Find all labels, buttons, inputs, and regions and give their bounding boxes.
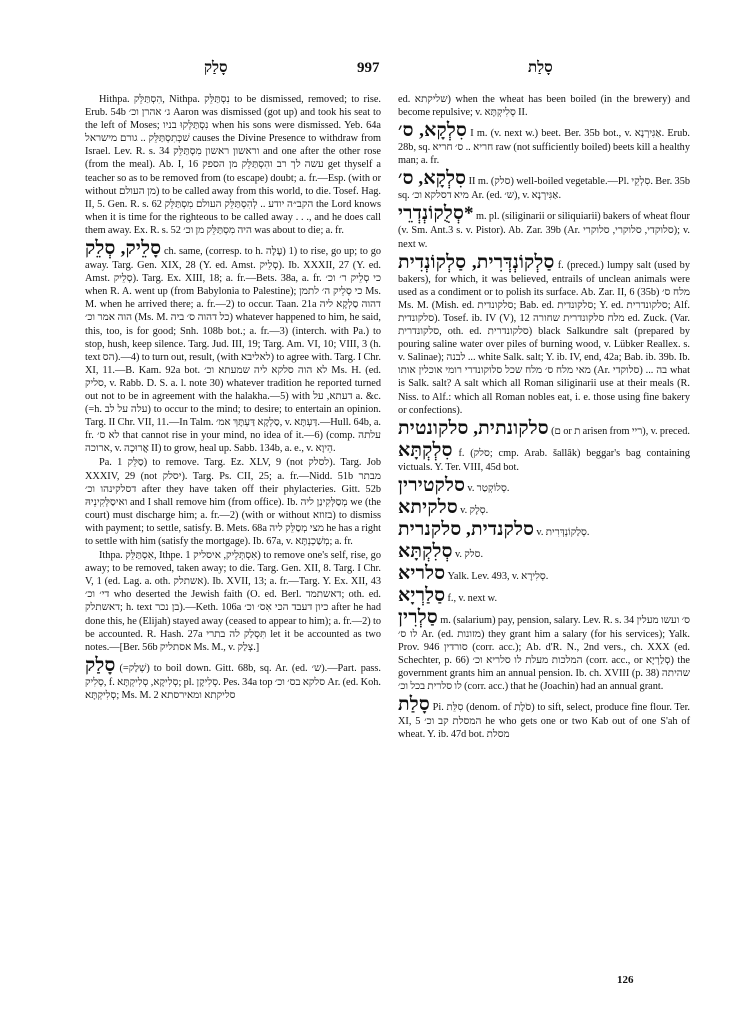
entry-salria bbox=[398, 564, 690, 584]
entry-text: ed. שליקתא) when the wheat has been boiled (in the brewery) and become repulsive; v. סְלִיקְתָּא II. bbox=[398, 94, 690, 119]
entry-text: Pi. סִלֵּת (denom. of סֹלֶת) to sift, select, produce fine flour. Ter. XI, 5 המסלת קב וכ׳ he who gets one or two Kab out of one S'ah of wheat. Y. ib. 47d bot. מסלת bbox=[398, 702, 690, 741]
entry-text: Pa. סַלֵּק 1) to remove. Targ. Ez. XLV, 9 (not לסלק). Targ. Job XXXIV, 29 (not יסלק). Targ. Ps. CII, 25; a. fr.—Nidd. 51b מבתר דסלקינהו וכ׳ after they have taken off their phylacteries. Gitt. 52b ואיסַלְּקִינֵיהּ and I shall remove him (from office). Ib. מְסַלְּקִינַן ליה we (the court) must discharge him; a. fr.—2) (with or without בזוזא) to dismiss with payment; to settle, satisfy. B. Mets. 68a מצי מְסַלֵּק ליה he has a right to settle with him (satisfy the mortgage). Ib. 67a, v. מְשַׁכְנְתָּא; a. fr. bbox=[85, 457, 382, 547]
entry-text: v. סְלוֹקְטַר. bbox=[467, 482, 510, 494]
headword: סַלְרִין bbox=[398, 606, 438, 628]
headword: סלקטירין bbox=[398, 474, 466, 496]
entry-ithpa bbox=[85, 549, 381, 654]
headword: סָלֵיק, סְלֵק bbox=[85, 238, 162, 260]
entry-salak-boil bbox=[85, 656, 381, 702]
entry-pa bbox=[85, 456, 381, 548]
entry-text: Hithpa. הִסְתַּלֵּק, Nithpa. נִסְתַּלֵּק to be dismissed, removed; to rise. Erub. 54b ג׳ אהרן וכ׳ Aaron was dismissed (got up) and took his seat to the left of Moses; נִסְתַּלְּקוּ בניו when his sons were dismissed. Yeb. 64a שׁכְּתִסְתַּלֵּק .. גורם מישראל causes the Divine Presence to withdraw from Israel. Lev. R. s. 34 וראשון ראשון מִסְתַּלֵּק and one after the other rose (from the meal). Ab. I, 16 עשה לך רב והִסְתַּלֵּק מן הספק get thyself a teacher so as to be removed from (to escape) doubt; a. fr.—Esp. (with or without מן העולם) to be called away from this world, to die. Tosef. Hag. II, 5. Gen. R. s. 62 הקב״ה יודע .. לְהִסְתַּלֵּק העולם מִסְתַּלֵּק the Lord knows when it is time for the righteous to be called away . . ., and he does call them away. Ex. R. s. 52 היה מִסְתַּלֵּק מן וכ׳ was about to die; a. fr. bbox=[85, 94, 382, 236]
entry-silka-2 bbox=[398, 169, 690, 202]
entry-text: m. pl. (siliginarii or siliquiarii) bakers of wheat flour (v. Sm. Ant.3 s. v. Pistor). Ab. Zar. 39b (Ar. סלוקדי, סלוקרי, סלוקרי); v. next w. bbox=[398, 211, 690, 250]
entry-text: f. (סלק; cmp. Arab. šallâk) beggar's bag containing victuals. Y. Ter. VIII, 45d bot. bbox=[398, 447, 690, 473]
entry-text: f. (preced.) lumpy salt (used by bakers), for which, it was believed, entrails of unclean animals were used as a condiment or to polish its surface. Ab. Zar. II, 6 (35b) מלח ס׳ Ms. M. (Mish. ed. סלקונדית; Bab. ed. סלקונדית; Y. ed. סלקונדרית; Alf. סלקונדית). Tosef. ib. IV (V), 12 מלח סלקונדרית שחורה ed. Zuck. (Var. סלקונדרית, oth. ed. סלקונדרית) black Salkundre salt (prepared by pouring saline water over piles of burning wood, v. Lübker Reallex. s. v. Salinae); לבנה ... white Salk. salt; Y. ib. IV, end, 42a; Bab. ib. 39b. Ib. מאי מלח ס׳ מלח שכל סלוקונדרי רומי אוכלין אותו (Ar. סלוקדי) ... בה what is Salk. salt? A salt which all Roman siliginarii use at their meals (R. Niss. to Alf.: which all Roman nobles eat, i. e. those using fine bakery or confections). bbox=[398, 259, 691, 416]
entry-text: (ם or ת arisen from ריי), v. preced. bbox=[551, 425, 690, 437]
entry-hithpa bbox=[85, 93, 381, 237]
left-column bbox=[85, 93, 381, 703]
headword: *סְלֻקוֹנְדְרֵי bbox=[398, 203, 474, 225]
entry-text: m. (salarium) pay, pension, salary. Lev. R. s. 34 ס׳ ועשו מעלין לו ס׳ Ar. (ed. מזונות) they grant him a salary (for his services); Yalk. Prov. 946 סורדין (corr. acc.); Ab. d'R. N., 2nd vers., ch. XXX (ed. Schechter, p. 66) המלכות מעלת לו סלריא וכ׳ (corr. acc., or סְלַרְיָא) the government grants him an annual pension. Ib. ch. XVIII (p. 38) שהיתה לו סלרית בכל וכ׳ (corr. acc.) that he (Joachin) had an annual grant. bbox=[398, 614, 691, 693]
entry-text: v. סלק. bbox=[454, 548, 484, 560]
headword: סַלְקוֹנְדְּרִית, סַלְקוֹנְדִית bbox=[398, 251, 555, 273]
entry-salarya bbox=[398, 586, 690, 606]
entry-silkta-2 bbox=[398, 542, 690, 562]
headword: סלקנדית, סלקנרית bbox=[398, 518, 535, 540]
entry-salkundrit bbox=[398, 253, 690, 417]
entry-salrin bbox=[398, 608, 690, 693]
headword: סָלַק bbox=[85, 654, 116, 676]
headword: סָלַת bbox=[398, 694, 430, 716]
entry-text: v. סְלַקוֹנְדְּרִית. bbox=[536, 526, 590, 538]
entry-silka-1 bbox=[398, 121, 690, 167]
entry-text: Yalk. Lev. 493, v. סְלִירָא. bbox=[447, 570, 549, 582]
headword: סלריא bbox=[398, 562, 446, 584]
entry-salkita bbox=[398, 498, 690, 518]
entry-salik bbox=[85, 239, 381, 455]
entry-salktirin bbox=[398, 476, 690, 496]
signature-mark: 126 bbox=[617, 974, 634, 986]
entry-text: I m. (v. next w.) beet. Ber. 35b bot., v. אַגִּירְנָא. Erub. 28b, sq. חריא .. ס׳ חריא raw (not sufficiently boiled) beets kill a healthy man; a. fr. bbox=[398, 128, 690, 167]
entry-salkundre bbox=[398, 204, 690, 250]
entry-text: v. סְלָק. bbox=[460, 504, 489, 516]
entry-continuation bbox=[398, 93, 690, 119]
headword: סִלְקְתָּא bbox=[398, 439, 453, 461]
headword: סִלְקָא, ס׳ bbox=[398, 168, 467, 190]
entry-salat bbox=[398, 695, 690, 741]
entry-text: ch. same, (corresp. to h. עָלָה) 1) to rise, go up; to go away. Targ. Gen. XIX, 28 (Y. ed. Amst. סְלֵיק). Ib. XXXII, 27 (Y. ed. Amst. סְלֵיק). Targ. Ex. XIII, 18; a. fr.—Bets. 38a, a. fr. כי סְלֵיק ר׳ וכ׳ when R. A. went up (from Babylonia to Palestine); כי סְלֵיק ה׳ לתמן Ms. M. when he arrived there; a. fr.—2) to occur. Taan. 21a דהוה סַלְקָא ליה הוה אמר וכ׳ (Ms. M. כל דהוה ס׳ ביה) whatever happened to him, he said, this, too, is for good; Snh. 108b bot.; a. fr.—3) (interch. with Pa.) to stop, hush, keep silence. Targ. Jud. III, 19; Targ. Am. VI, 10; VIII, 3 (h. text הס).—4) to turn out, result, (with לאליבא) to agree with. Targ. I Chr. XI, 11.—B. Kam. 92a bot. לא הוה סלקא ליה שמעתא וכ׳ Ms. H. (ed. סליק, v. Rabb. D. S. a. l. note 30) whatever tradition he reported turned out not to be in agreement with the halakha.—5) with דעתא, על a. &c. (=h. עלה על לב) to occur to the mind; to desire; to entertain an opinion. Targ. II Chr. VII, 11.—In Talm. סַלְקָא דַּעְתָּךְ אמ׳, v. דַּעְתָּא.—Hull. 64b, a. fr. לא ס׳ that cannot rise in your mind, no idea of it.—6) (comp. עלתה ארוכה, v. אֲרוּכָה II) to grow, heal up. Sabb. 134b, a. e., v. הֵיוָא. bbox=[85, 246, 382, 455]
page-header bbox=[0, 60, 750, 84]
entry-text: (=שְׁלַק) to boil down. Gitt. 68b, sq. Ar. (ed. ש׳).—Part. pass. סְלִיק, f. סְלִיקָא, סְלִיקְתָּא; pl. סְלִיקָן. Pes. 34a top סלקא בס׳ וכ׳ Ar. (ed. Koh. סְלִיקְתָּא; Ms. M. 2 סליקתא ומאירסתא bbox=[85, 662, 381, 701]
headword: סִלְקָא, ס׳ bbox=[398, 120, 467, 142]
entry-salkuntit bbox=[398, 419, 690, 439]
headword: סלקונתית, סלקונטית bbox=[398, 417, 549, 439]
header-left-word: סָלַק bbox=[204, 60, 228, 76]
headword: סְלִקְתָּא bbox=[398, 540, 453, 562]
entry-text: II m. (סלק) well-boiled vegetable.—Pl. סִלְקֵי. Ber. 35b sq. מיא דסלקא וכ׳ Ar. (ed. ש׳), v. אַגִּירְנָא. bbox=[398, 176, 690, 202]
entry-salknarit bbox=[398, 520, 690, 540]
entry-text: Ithpa. אִסְתַּלֵּק, Ithpe. אִסְתְּלֵיק, איסליק 1) to remove one's self, rise, go away; to be removed, taken away; to die. Targ. Gen. XII, 8. Targ. I Chr. V, 1 (ed. Lag. a. oth. אשתלק). Ib. XVII, 13; a. fr.—Targ. Y. Ex. XII, 43 די׳ וכ׳ who deserted the Jewish faith (O. ed. Berl. דאשתמד; oth. ed. דאשתלק; h. text בן נכר).—Keth. 106a כיון דעבד הכי אִס׳ וכ׳ after he had done this, he (Elijah) stayed away (ceased to appear to him); a. fr.—2) to be accounted. R. Hash. 27a תִּסְלַק לה בתרי let it be accounted as two notes.—[Ber. 56b אסתליק Ms. M., v. צְלַק.] bbox=[85, 550, 381, 653]
headword: סלקיתא bbox=[398, 496, 458, 518]
entry-text: f., v. next w. bbox=[447, 592, 498, 604]
page-number: 997 bbox=[357, 60, 380, 76]
headword: סַלַרְיָא bbox=[398, 584, 446, 606]
header-right-word: סָלַת bbox=[528, 60, 553, 76]
entry-silkta bbox=[398, 441, 690, 474]
right-column bbox=[398, 93, 690, 742]
